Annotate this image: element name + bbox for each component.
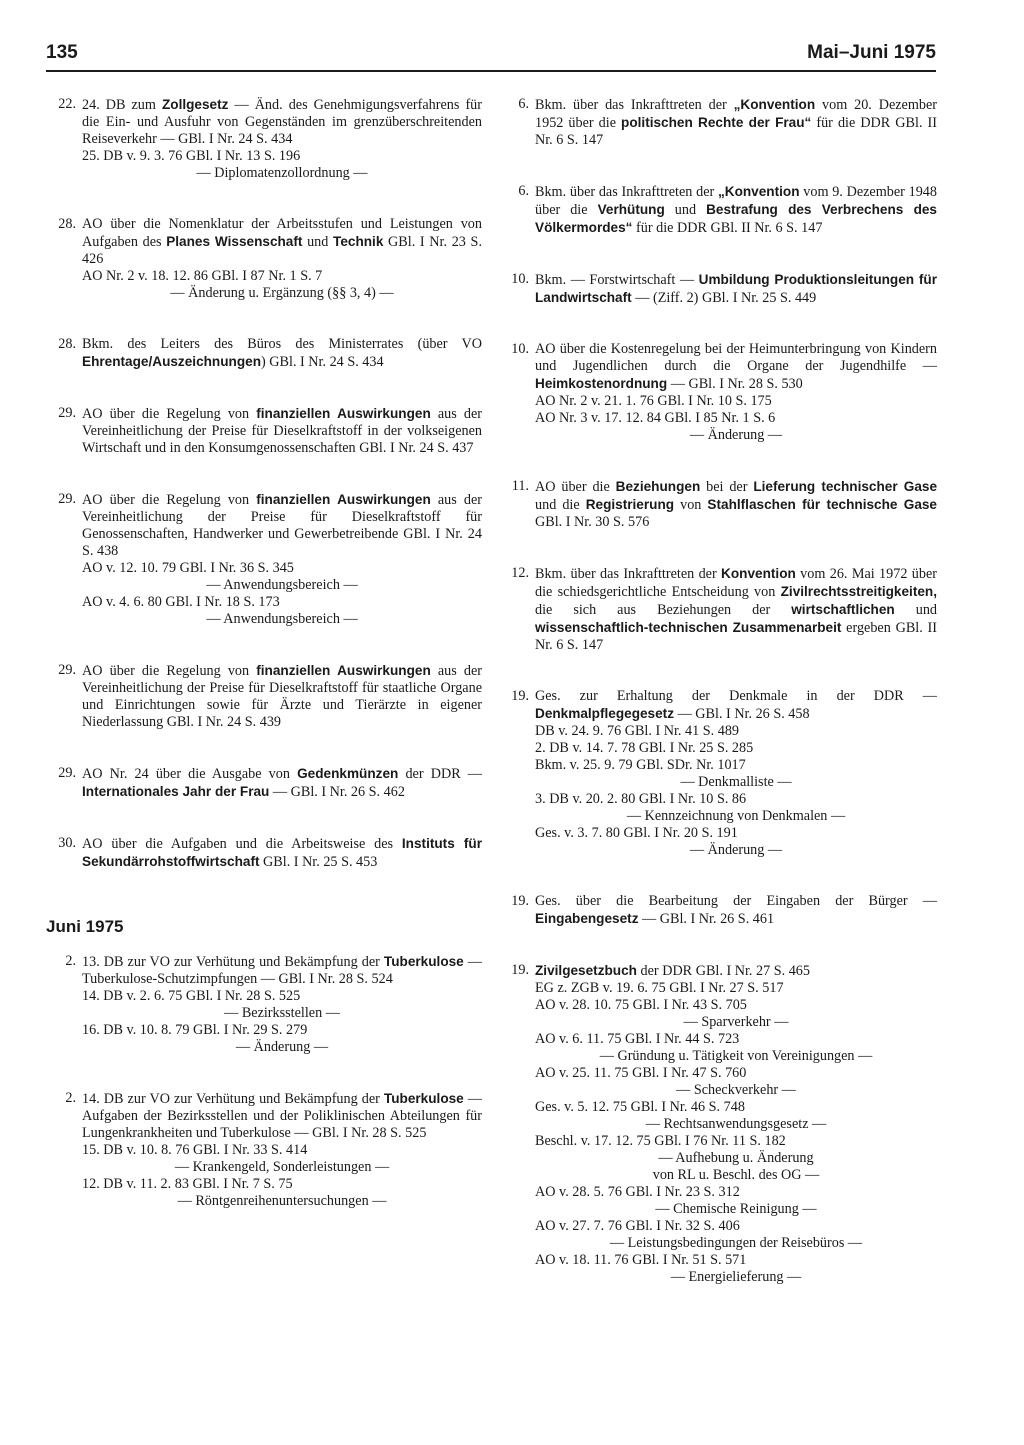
left-entries: [52, 96, 482, 871]
entry-text: Bkm. über das Inkrafttreten der „Konvention vom 9. Dezember 1948 über die Verhütung und Bestrafung des Verbrechens des Völkermordes“ für die DDR GBl. II Nr. 6 S. 147: [535, 184, 937, 236]
entry-day: 22.: [58, 96, 76, 112]
entry-text: Bkm. — Forstwirtschaft — Umbildung Produktionsleitungen für Landwirtschaft — (Ziff. 2) GBl. I Nr. 25 S. 449: [535, 272, 937, 306]
entry-day: 29.: [58, 491, 76, 507]
list-item: [52, 662, 482, 731]
entry-day: 6.: [518, 96, 529, 112]
entry-day: 6.: [518, 183, 529, 199]
entry-day: 11.: [511, 478, 529, 494]
entry-text: AO über die Beziehungen bei der Lieferung technischer Gase und die Registrierung von Stahlflaschen für technische Gase GBl. I Nr. 30 S. 576: [535, 479, 937, 530]
right-column: [505, 96, 937, 1320]
list-item: [52, 405, 482, 457]
entry-day: 12.: [511, 565, 529, 581]
right-entries: [505, 96, 937, 1286]
page-number: 135: [46, 42, 78, 63]
list-item: [52, 953, 482, 1056]
entry-day: 19.: [511, 962, 529, 978]
entry-day: 10.: [511, 341, 529, 357]
entry-text: AO über die Kostenregelung bei der Heimunterbringung von Kindern und Jugendlichen durch die Organe der Jugendhilfe — Heimkostenordnung — GBl. I Nr. 28 S. 530 AO Nr. 2 v. 21. 1. 76 GBl. I Nr. 10 S. 175 AO Nr. 3 v. 17. 12. 84 GBl. I 85 Nr. 1 S. 6 — Änderung —: [535, 341, 937, 443]
entry-text: Bkm. über das Inkrafttreten der „Konvention vom 20. Dezember 1952 über die politischen Rechte der Frau“ für die DDR GBl. II Nr. 6 S. 147: [535, 97, 937, 148]
entry-day: 28.: [58, 336, 76, 352]
entry-day: 29.: [58, 405, 76, 421]
left-entries-june: [52, 953, 482, 1210]
list-item: [52, 1090, 482, 1210]
entry-text: AO Nr. 24 über die Ausgabe von Gedenkmünzen der DDR — Internationales Jahr der Frau — GBl. I Nr. 26 S. 462: [82, 766, 482, 800]
entry-day: 19.: [511, 893, 529, 909]
list-item: [505, 565, 937, 654]
entry-text: Bkm. des Leiters des Büros des Ministerrates (über VO Ehrentage/Auszeichnungen) GBl. I Nr. 24 S. 434: [82, 336, 482, 370]
header-date-range: Mai–Juni 1975: [807, 42, 936, 63]
entry-text: Ges. zur Erhaltung der Denkmale in der DDR — Denkmalpflegegesetz — GBl. I Nr. 26 S. 458 DB v. 24. 9. 76 GBl. I Nr. 41 S. 489 2. DB v. 14. 7. 78 GBl. I Nr. 25 S. 285 Bkm. v. 25. 9. 79 GBl. SDr. Nr. 1017 — Denkmalliste — 3. DB v. 20. 2. 80 GBl. I Nr. 10 S. 86 — Kennzeichnung von Denkmalen — Ges. v. 3. 7. 80 GBl. I Nr. 20 S. 191 — Änderung —: [535, 688, 937, 858]
entry-day: 30.: [58, 835, 76, 851]
left-column: [46, 96, 482, 1244]
entry-text: AO über die Aufgaben und die Arbeitsweise des Instituts für Sekundärrohstoffwirtschaft GBl. I Nr. 25 S. 453: [82, 836, 482, 870]
entry-text: Zivilgesetzbuch der DDR GBl. I Nr. 27 S. 465 EG z. ZGB v. 19. 6. 75 GBl. I Nr. 27 S. 517 AO v. 28. 10. 75 GBl. I Nr. 43 S. 705 — Sparverkehr — AO v. 6. 11. 75 GBl. I Nr. 44 S. 723 — Gründung u. Tätigkeit von Vereinigungen — AO v. 25. 11. 75 GBl. I Nr. 47 S. 760 — Scheckverkehr — Ges. v. 5. 12. 75 GBl. I Nr. 46 S. 748 — Rechtsanwendungsgesetz — Beschl. v. 17. 12. 75 GBl. I 76 Nr. 11 S. 182 — Aufhebung u. Änderung von RL u. Beschl. des OG — AO v. 28. 5. 76 GBl. I Nr. 23 S. 312 — Chemische Reinigung — AO v. 27. 7. 76 GBl. I Nr. 32 S. 406 — Leistungsbedingungen der Reisebüros — AO v. 18. 11. 76 GBl. I Nr. 51 S. 571 — Energielieferung —: [535, 963, 873, 1285]
entry-day: 2.: [65, 1090, 76, 1106]
entry-text: AO über die Regelung von finanziellen Auswirkungen aus der Vereinheitlichung der Preise für Dieselkraftstoff für staatliche Organe und Einrichtungen sowie für Ärzte und Tierärzte in eigener Niederlassung GBl. I Nr. 24 S. 439: [82, 663, 482, 730]
entry-text: Ges. über die Bearbeitung der Eingaben der Bürger — Eingabengesetz — GBl. I Nr. 26 S. 461: [535, 893, 937, 927]
list-item: [505, 183, 937, 237]
list-item: [52, 491, 482, 628]
entry-day: 29.: [58, 765, 76, 781]
entry-day: 28.: [58, 216, 76, 232]
entry-day: 10.: [511, 271, 529, 287]
list-item: [505, 271, 937, 307]
list-item: [52, 835, 482, 871]
list-item: [505, 478, 937, 531]
list-item: [505, 341, 937, 444]
list-item: [505, 96, 937, 149]
list-item: [52, 765, 482, 801]
entry-text: AO über die Regelung von finanziellen Auswirkungen aus der Vereinheitlichung der Preise für Dieselkraftstoff in der volkseigenen Wirtschaft und in den Konsumgenossenschaften GBl. I Nr. 24 S. 437: [82, 406, 482, 456]
header-rule: [46, 70, 936, 72]
entry-day: 19.: [511, 688, 529, 704]
entry-text: AO über die Nomenklatur der Arbeitsstufen und Leistungen von Aufgaben des Planes Wissenschaft und Technik GBl. I Nr. 23 S. 426 AO Nr. 2 v. 18. 12. 86 GBl. I 87 Nr. 1 S. 7 — Änderung u. Ergänzung (§§ 3, 4) —: [82, 216, 482, 301]
section-heading: Juni 1975: [46, 917, 124, 936]
list-item: [505, 688, 937, 859]
list-item: [52, 96, 482, 182]
entry-text: 14. DB zur VO zur Verhütung und Bekämpfung der Tuberkulose — Aufgaben der Bezirksstellen und der Poliklinischen Abteilungen für Lungenkrankheiten und Tuberkulose — GBl. I Nr. 28 S. 525 15. DB v. 10. 8. 76 GBl. I Nr. 33 S. 414 — Krankengeld, Sonderleistungen — 12. DB v. 11. 2. 83 GBl. I Nr. 7 S. 75 — Röntgenreihenuntersuchungen —: [82, 1091, 482, 1209]
list-item: [505, 893, 937, 928]
entry-text: AO über die Regelung von finanziellen Auswirkungen aus der Vereinheitlichung der Preise für Dieselkraftstoff für Genossenschaften, Handwerker und Gewerbetreibende GBl. I Nr. 24 S. 438 AO v. 12. 10. 79 GBl. I Nr. 36 S. 345 — Anwendungsbereich — AO v. 4. 6. 80 GBl. I Nr. 18 S. 173 — Anwendungsbereich —: [82, 492, 482, 627]
entry-day: 2.: [65, 953, 76, 969]
list-item: [52, 216, 482, 302]
list-item: [505, 962, 937, 1286]
entry-text: Bkm. über das Inkrafttreten der Konvention vom 26. Mai 1972 über die schiedsgerichtliche Entscheidung von Zivilrechtsstreitigkeiten, die sich aus Beziehungen der wirtschaftlichen und wissenschaftlich-technischen Zusammenarbeit ergeben GBl. II Nr. 6 S. 147: [535, 566, 938, 653]
list-item: [52, 336, 482, 371]
entry-text: 24. DB zum Zollgesetz — Änd. des Genehmigungsverfahrens für die Ein- und Ausfuhr von Gegenständen im grenzüberschreitenden Reiseverkehr — GBl. I Nr. 24 S. 434 25. DB v. 9. 3. 76 GBl. I Nr. 13 S. 196 — Diplomatenzollordnung —: [82, 97, 482, 181]
entry-text: 13. DB zur VO zur Verhütung und Bekämpfung der Tuberkulose — Tuberkulose-Schutzimpfungen — GBl. I Nr. 28 S. 524 14. DB v. 2. 6. 75 GBl. I Nr. 28 S. 525 — Bezirksstellen — 16. DB v. 10. 8. 79 GBl. I Nr. 29 S. 279 — Änderung —: [82, 954, 482, 1055]
entry-day: 29.: [58, 662, 76, 678]
